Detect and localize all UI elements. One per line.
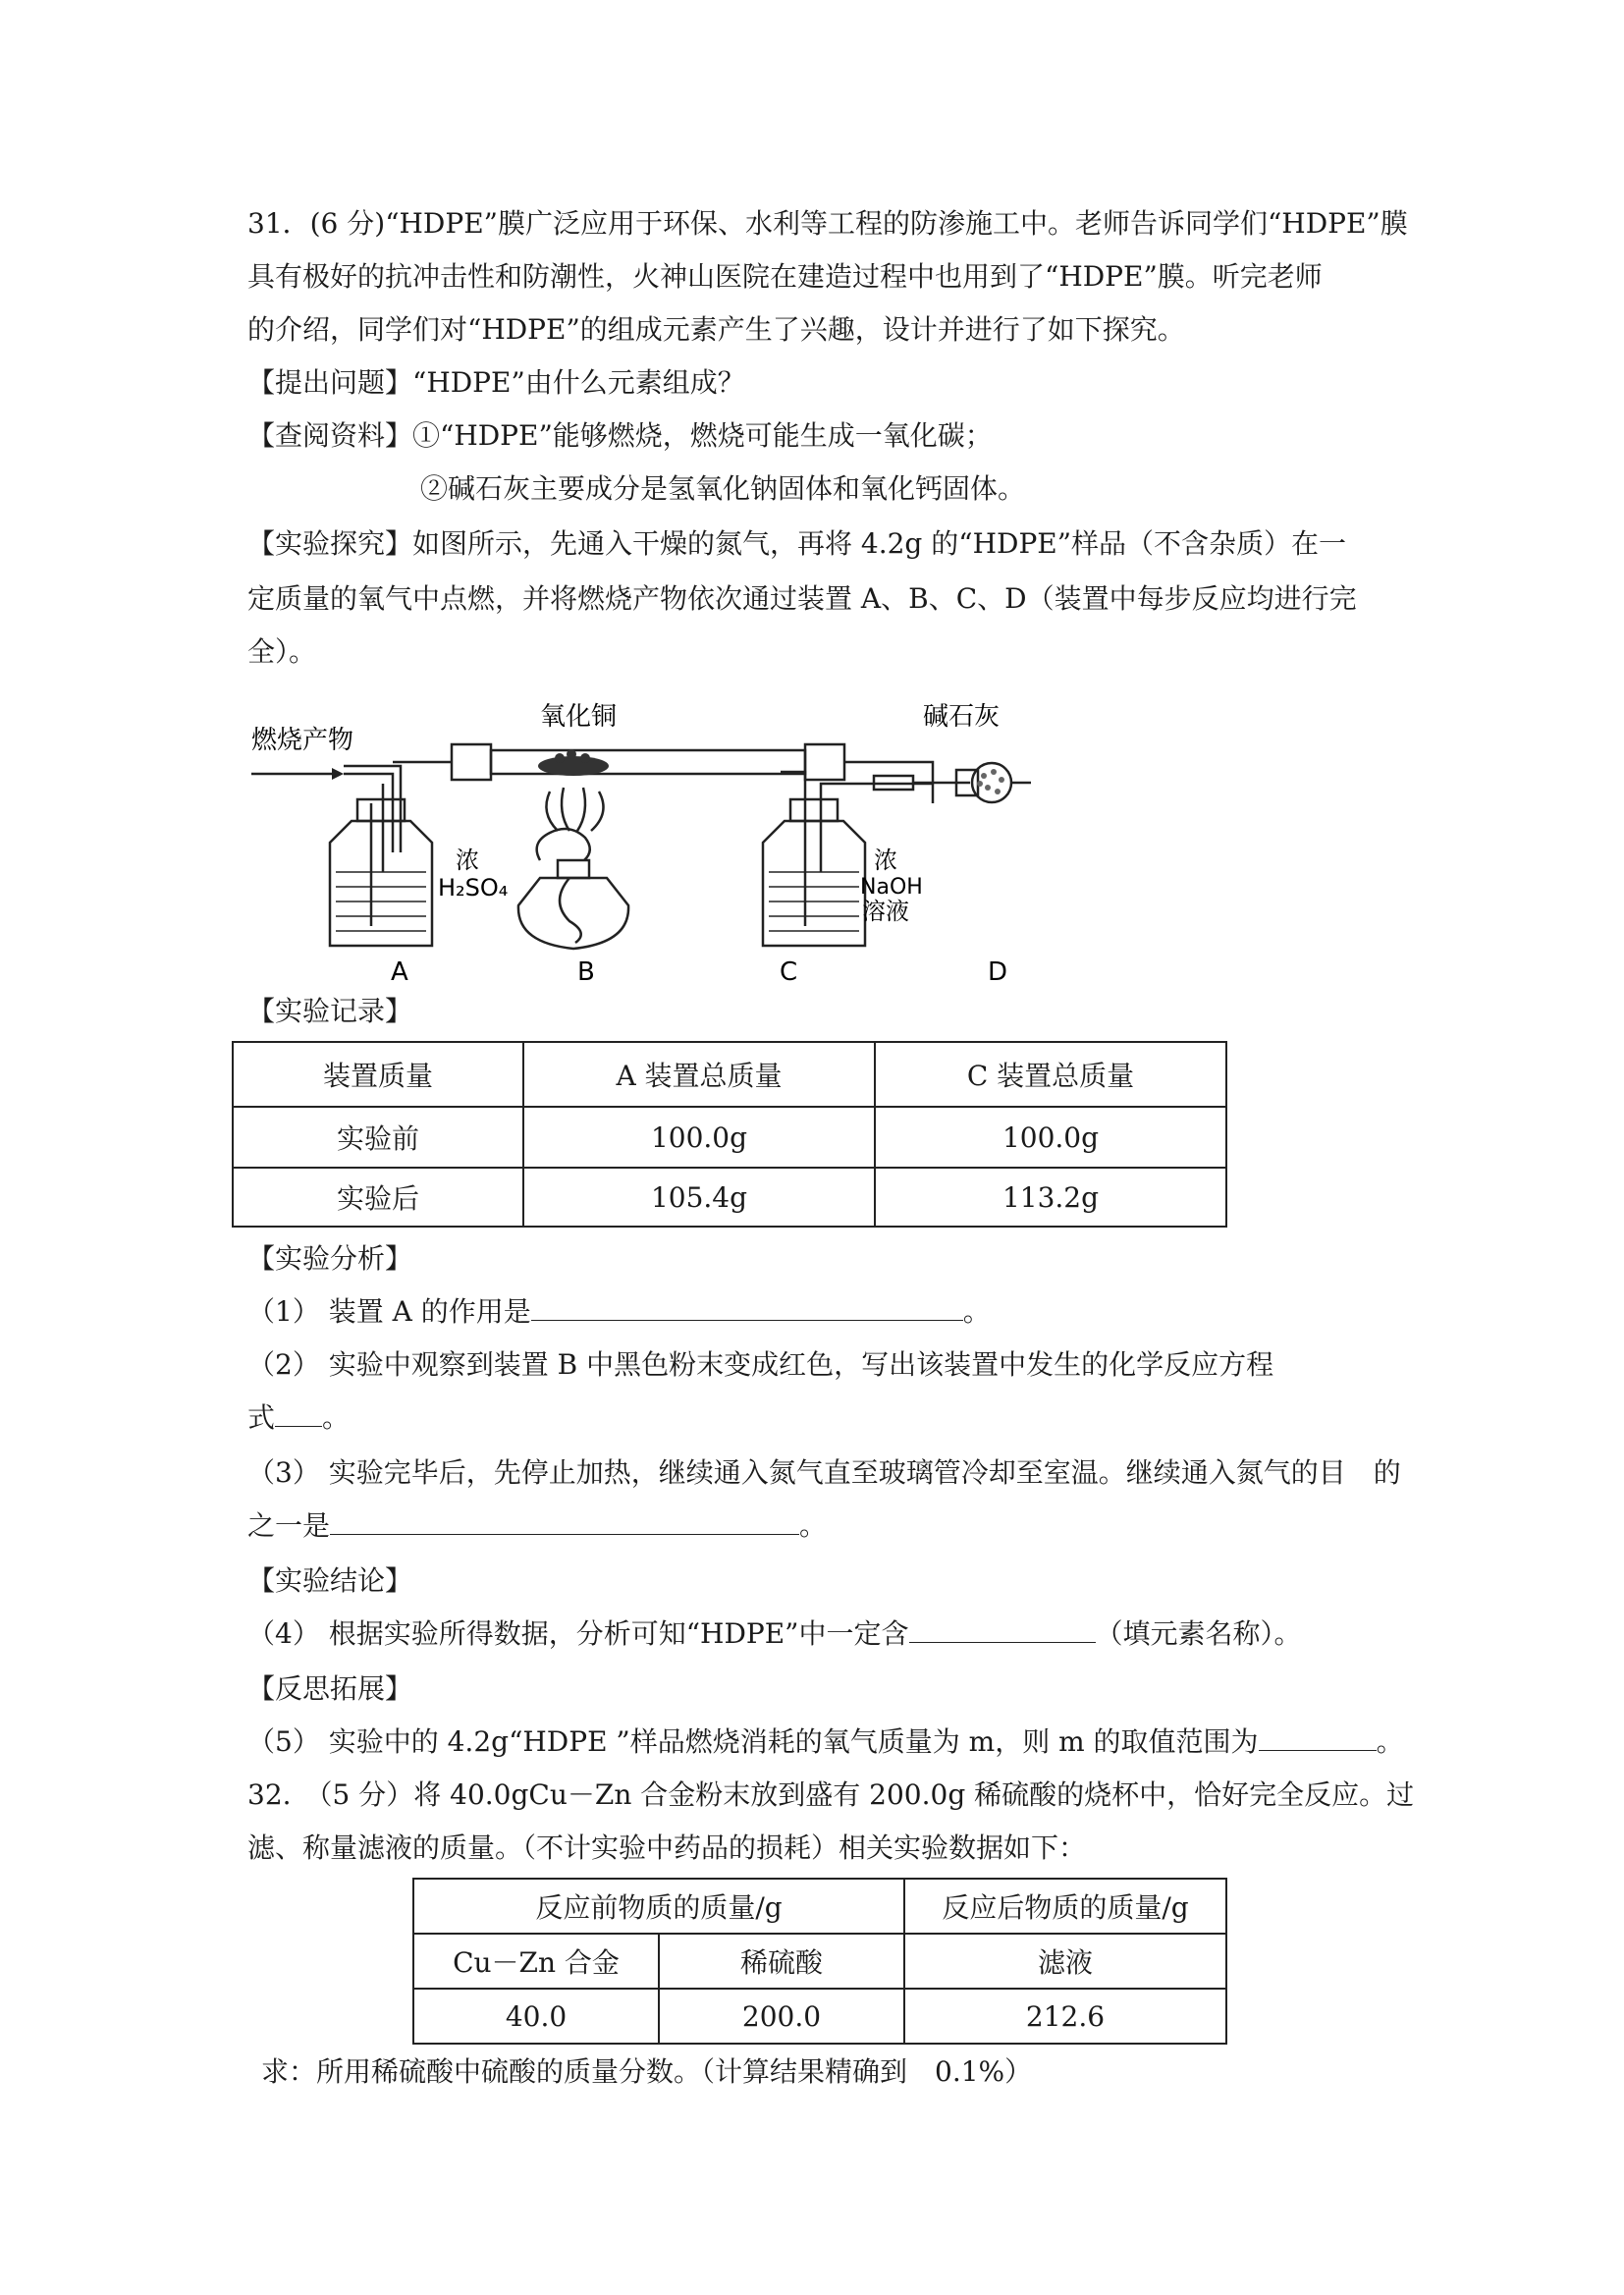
record-row-before-label: 实验前	[233, 1107, 523, 1168]
q32-sub-acid: 稀硫酸	[659, 1934, 904, 1989]
figure-letter-a: A	[391, 957, 408, 987]
record-row-before-a: 100.0g	[523, 1107, 875, 1168]
analysis-3-text: 之一是	[247, 1509, 331, 1542]
figure-a-label-1: 浓	[456, 847, 479, 874]
answer-blank-1[interactable]	[531, 1294, 963, 1321]
figure-c-label-3: 溶液	[862, 898, 909, 925]
figure-a-label-2: H₂SO₄	[438, 874, 509, 902]
record-header-a: A 装置总质量	[523, 1042, 875, 1107]
figure-inlet-label: 燃烧产物	[251, 726, 354, 755]
record-header-device: 装置质量	[233, 1042, 523, 1107]
answer-blank-3[interactable]	[330, 1508, 799, 1535]
analysis-title: 【实验分析】	[247, 1242, 413, 1275]
answer-blank-4[interactable]	[909, 1616, 1096, 1643]
q31-question: 【提出问题】“HDPE”由什么元素组成？	[247, 366, 745, 399]
reflect-title: 【反思拓展】	[247, 1672, 413, 1705]
record-row-before-c: 100.0g	[875, 1107, 1226, 1168]
q31-explore-line-3: 全）。	[247, 635, 317, 668]
analysis-2-line-2	[247, 1398, 350, 1438]
figure-letter-c: C	[780, 957, 798, 987]
figure-letter-b: B	[577, 957, 595, 987]
analysis-4	[247, 1614, 1302, 1654]
analysis-5-end: 。	[1376, 1725, 1404, 1758]
record-table	[232, 1041, 1227, 1228]
analysis-3-line-1: （3） 实验完毕后，先停止加热，继续通入氮气直至玻璃管冷却至室温。继续通入氮气的目 的	[247, 1456, 1401, 1489]
analysis-3-line-2	[247, 1506, 827, 1546]
q31-explore-line-1: 【实验探究】如图所示，先通入干燥的氮气，再将 4.2g 的“HDPE”样品（不含杂质）在一	[247, 527, 1347, 560]
q32-value-filtrate: 212.6	[904, 1989, 1226, 2044]
analysis-5-text: （5） 实验中的 4.2g“HDPE ”样品燃烧消耗的氧气质量为 m，则 m 的取值范围为	[247, 1725, 1259, 1758]
q32-value-acid: 200.0	[659, 1989, 904, 2044]
apparatus-figure	[245, 685, 1031, 990]
analysis-2-text: 式	[247, 1401, 276, 1434]
q31-info-2: ②碱石灰主要成分是氢氧化钠固体和氧化钙固体。	[420, 472, 1026, 505]
q32-header-before: 反应前物质的质量/g	[413, 1879, 904, 1934]
analysis-3-end: 。	[799, 1509, 828, 1542]
analysis-2-end: 。	[322, 1401, 351, 1434]
q32-sub-filtrate: 滤液	[904, 1934, 1226, 1989]
q32-table	[412, 1878, 1227, 2045]
figure-letter-d: D	[988, 957, 1008, 987]
conclusion-title: 【实验结论】	[247, 1564, 413, 1597]
figure-cuo-label: 氧化铜	[540, 702, 618, 732]
analysis-2-line-1: （2） 实验中观察到装置 B 中黑色粉末变成红色，写出该装置中发生的化学反应方程	[247, 1348, 1274, 1381]
q32-value-alloy: 40.0	[413, 1989, 659, 2044]
q32-ask: 求：所用稀硫酸中硫酸的质量分数。（计算结果精确到 0.1%）	[261, 2055, 1033, 2088]
answer-blank-2[interactable]	[275, 1400, 322, 1427]
analysis-4-text: （4） 根据实验所得数据，分析可知“HDPE”中一定含	[247, 1617, 909, 1650]
q31-explore-line-2: 定质量的氧气中点燃，并将燃烧产物依次通过装置 A、B、C、D（装置中每步反应均进行完	[247, 582, 1357, 615]
record-row-after-c: 113.2g	[875, 1168, 1226, 1227]
analysis-1	[247, 1292, 991, 1332]
analysis-1-end: 。	[962, 1295, 991, 1328]
q31-intro-line-3: 的介绍，同学们对“HDPE”的组成元素产生了兴趣，设计并进行了如下探究。	[247, 313, 1185, 346]
q31-intro-line-2: 具有极好的抗冲击性和防潮性，火神山医院在建造过程中也用到了“HDPE”膜。听完老师	[247, 260, 1323, 293]
record-title: 【实验记录】	[247, 995, 413, 1027]
q31-intro-line-1: 31．(6 分)“HDPE”膜广泛应用于环保、水利等工程的防渗施工中。老师告诉同学们“HDPE”膜	[247, 207, 1408, 240]
answer-blank-5[interactable]	[1259, 1724, 1377, 1751]
q31-info-1: 【查阅资料】①“HDPE”能够燃烧，燃烧可能生成一氧化碳；	[247, 419, 993, 452]
analysis-1-text: （1） 装置 A 的作用是	[247, 1295, 531, 1328]
q32-line-2: 滤、称量滤液的质量。（不计实验中药品的损耗）相关实验数据如下：	[247, 1831, 1087, 1864]
figure-c-label-1: 浓	[874, 847, 897, 874]
q32-line-1: 32. （5 分）将 40.0gCu－Zn 合金粉末放到盛有 200.0g 稀硫酸的烧杯中，恰好完全反应。过	[247, 1778, 1415, 1811]
q32-header-after: 反应后物质的质量/g	[904, 1879, 1226, 1934]
record-header-c: C 装置总质量	[875, 1042, 1226, 1107]
analysis-5	[247, 1722, 1404, 1762]
figure-lime-label: 碱石灰	[923, 702, 1001, 732]
q32-sub-alloy: Cu－Zn 合金	[413, 1934, 659, 1989]
record-row-after-label: 实验后	[233, 1168, 523, 1227]
analysis-4-end: （填元素名称）。	[1095, 1617, 1302, 1650]
record-row-after-a: 105.4g	[523, 1168, 875, 1227]
figure-c-label-2: NaOH	[860, 875, 923, 900]
